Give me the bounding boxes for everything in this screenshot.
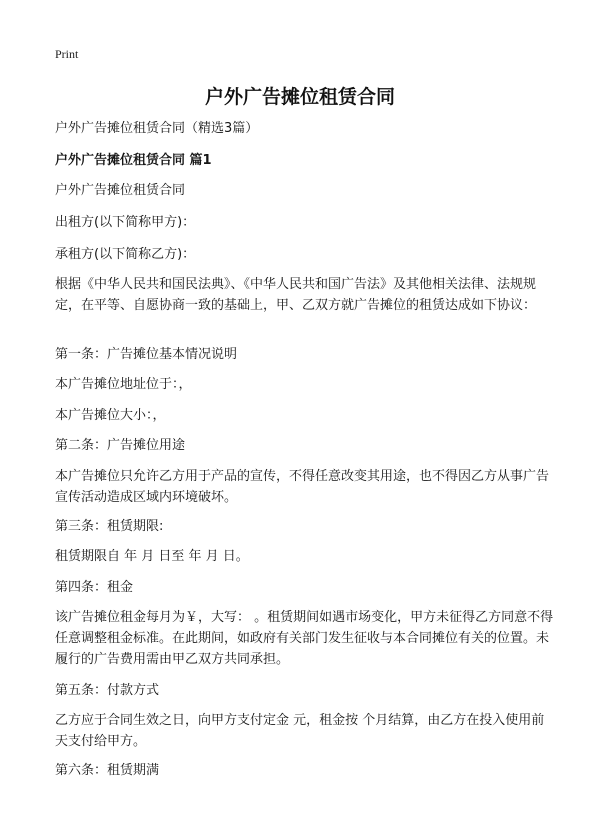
document-title: 户外广告摊位租赁合同 [204,86,395,108]
clause-heading: 第三条：租赁期限: [55,519,164,534]
clause-heading: 第四条：租金 [55,580,134,595]
clause-paragraph: 乙方应于合同生效之日，向甲方支付定金 元，租金按 个月结算，由乙方在投入使用前 天支付给甲方。 [55,713,545,749]
clause-paragraph: 该广告摊位租金每月为￥，大写： 。租赁期间如遇市场变化，甲方未征得乙方同意不得任意调整租金标准。在此期间，如政府有关部门发生征收与本合同摊位有关的位置。未履行的广告费用需由甲乙双方共同承担。 [55,610,554,667]
clause-line: 本广告摊位大小：， [55,408,166,423]
document-subtitle: 户外广告摊位租赁合同（精选3篇） [55,121,259,136]
section-heading: 户外广告摊位租赁合同 篇1 [55,153,212,168]
clause-paragraph: 本广告摊位只允许乙方用于产品的宣传，不得任意改变其用途，也不得因乙方从事广告宣传活动造成区域内环境破坏。 [55,469,550,505]
contract-name: 户外广告摊位租赁合同 [55,183,186,198]
clause-line: 本广告摊位地址位于：， [55,377,192,392]
clause-heading: 第六条：租赁期满 [55,763,160,778]
clause-heading: 第五条：付款方式 [55,683,160,698]
lessor-line: 出租方(以下简称甲方)： [55,215,196,230]
clause-line: 租赁期限自 年 月 日至 年 月 日。 [55,549,249,564]
clause-heading: 第二条：广告摊位用途 [55,438,186,453]
print-link[interactable]: Print [55,47,79,61]
clause-heading: 第一条：广告摊位基本情况说明 [55,347,238,362]
lessee-line: 承租方(以下简称乙方)： [55,247,196,262]
preamble-paragraph: 根据《中华人民共和国民法典》、《中华人民共和国广告法》及其他相关法律、法规规定，在平等、自愿协商一致的基础上，甲、乙双方就广告摊位的租赁达成如下协议： [55,277,537,313]
